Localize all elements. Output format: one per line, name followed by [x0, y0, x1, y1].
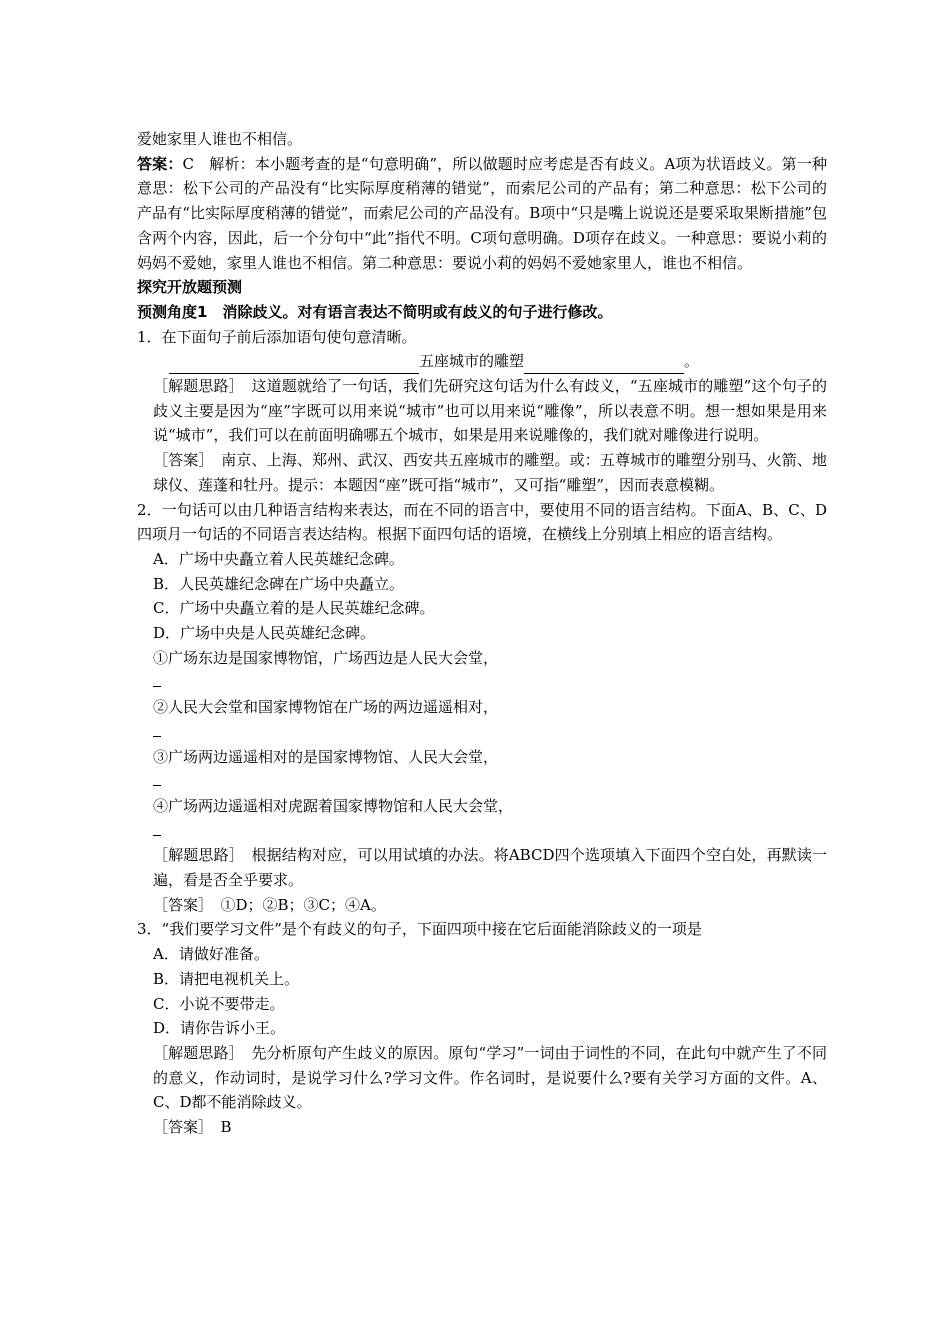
q1-blank-before[interactable]	[169, 356, 419, 374]
q2-option-b: B．人民英雄纪念碑在广场中央矗立。	[153, 574, 405, 593]
q2-stem: 2．一句话可以由几种语言结构来表达，而在不同的语言中，要使用不同的语言结构。下面A、B、C、D四项月一句话的不同语言表达结构。根据下面四句话的语境，在横线上分别填上相应的语言结构。	[137, 500, 827, 544]
answer-paragraph	[137, 152, 827, 276]
q3-option-d: D．请你告诉小王。	[153, 1019, 286, 1038]
q2-option-a: A．广场中央矗立着人民英雄纪念碑。	[153, 549, 404, 568]
q3-option-c: C．小说不要带走。	[153, 994, 285, 1013]
continued-text: 爱她家里人谁也不相信。	[137, 130, 303, 148]
q2-answer-blank-1[interactable]	[153, 672, 161, 687]
q2-option-d: D．广场中央是人民英雄纪念碑。	[153, 624, 376, 643]
q2-blank-4	[137, 819, 827, 844]
q3-thinking: ［解题思路］ 先分析原句产生歧义的原因。原句“学习”一词由于词性的不同，在此句中就产生了不同的意义，作动词时，是说学习什么?学习文件。作名词时，是说要什么?要有关学习方面的文件。A、C、D都不能消除歧义。	[153, 1043, 827, 1112]
q2-item-2: ②人民大会堂和国家博物馆在广场的两边遥遥相对，	[153, 698, 499, 717]
q2-item-4: ④广场两边遥遥相对虎踞着国家博物馆和人民大会堂，	[153, 796, 514, 815]
q1-answer: ［答案］ 南京、上海、郑州、武汉、西安共五座城市的雕塑。或：五尊城市的雕塑分别马、火箭、地球仪、莲蓬和牡丹。提示：本题因“座”既可指“城市”，又可指“雕塑”，因而表意模糊。	[153, 451, 827, 494]
q1-middle-text: 五座城市的雕塑	[419, 352, 525, 371]
q2-blank-1	[137, 670, 827, 695]
q2-option-c: C．广场中央矗立着的是人民英雄纪念碑。	[153, 599, 435, 618]
document-body	[137, 127, 827, 1140]
q1-stem: 1．在下面句子前后添加语句使句意清晰。	[137, 327, 417, 346]
q1-blank-after[interactable]	[524, 356, 684, 374]
q2-answer-blank-3[interactable]	[153, 771, 161, 786]
section-title: 探究开放题预测	[137, 278, 243, 297]
q1-thinking: ［解题思路］ 这道题就给了一句话，我们先研究这句话为什么有歧义，“五座城市的雕塑”这个句子的歧义主要是因为“座”字既可以用来说“城市”也可以用来说“雕像”，所以表意不明。想一想如果是用来说“城市”，我们可以在前面明确哪五个城市，如果是用来说雕像的，我们就对雕像进行说明。	[153, 377, 827, 445]
q2-item-3: ③广场两边遥遥相对的是国家博物馆、人民大会堂，	[153, 747, 499, 766]
q2-answer-blank-2[interactable]	[153, 722, 161, 737]
q2-answer: ［答案］ ①D；②B；③C；④A。	[153, 895, 386, 914]
q3-stem: 3．“我们要学习文件”是个有歧义的句子，下面四项中接在它后面能消除歧义的一项是	[137, 920, 702, 939]
answer-text: C 解析：本小题考查的是“句意明确”，所以做题时应考虑是否有歧义。A项为状语歧义。第一种意思：松下公司的产品没有“比实际厚度稍薄的错觉”，而索尼公司的产品有；第二种意思：松下公司的产品有“比实际厚度稍薄的错觉”，而索尼公司的产品没有。B项中“只是嘴上说说还是要采取果断措施”包含两个内容，因此，后一个分句中“此”指代不明。C项句意明确。D项存在歧义。一种意思：要说小莉的妈妈不爱她，家里人谁也不相信。第二种意思：要说小莉的妈妈不爱她家里人，谁也不相信。	[137, 154, 827, 272]
q3-answer: ［答案］ B	[153, 1118, 232, 1137]
q2-answer-blank-4[interactable]	[153, 821, 161, 836]
angle-title: 预测角度1 消除歧义。对有语言表达不简明或有歧义的句子进行修改。	[137, 302, 613, 321]
q3-option-b: B．请把电视机关上。	[153, 969, 300, 988]
q2-blank-3	[137, 769, 827, 794]
q3-option-a: A．请做好准备。	[153, 945, 269, 964]
q1-fill-sentence	[137, 349, 827, 374]
q2-thinking: ［解题思路］ 根据结构对应，可以用试填的办法。将ABCD四个选项填入下面四个空白处，再默读一遍，看是否全乎要求。	[153, 846, 827, 890]
q1-end-punct: 。	[684, 352, 700, 371]
answer-label: 答案：	[137, 154, 183, 173]
q2-blank-2	[137, 720, 827, 745]
q2-item-1: ①广场东边是国家博物馆，广场西边是人民大会堂，	[153, 648, 499, 667]
